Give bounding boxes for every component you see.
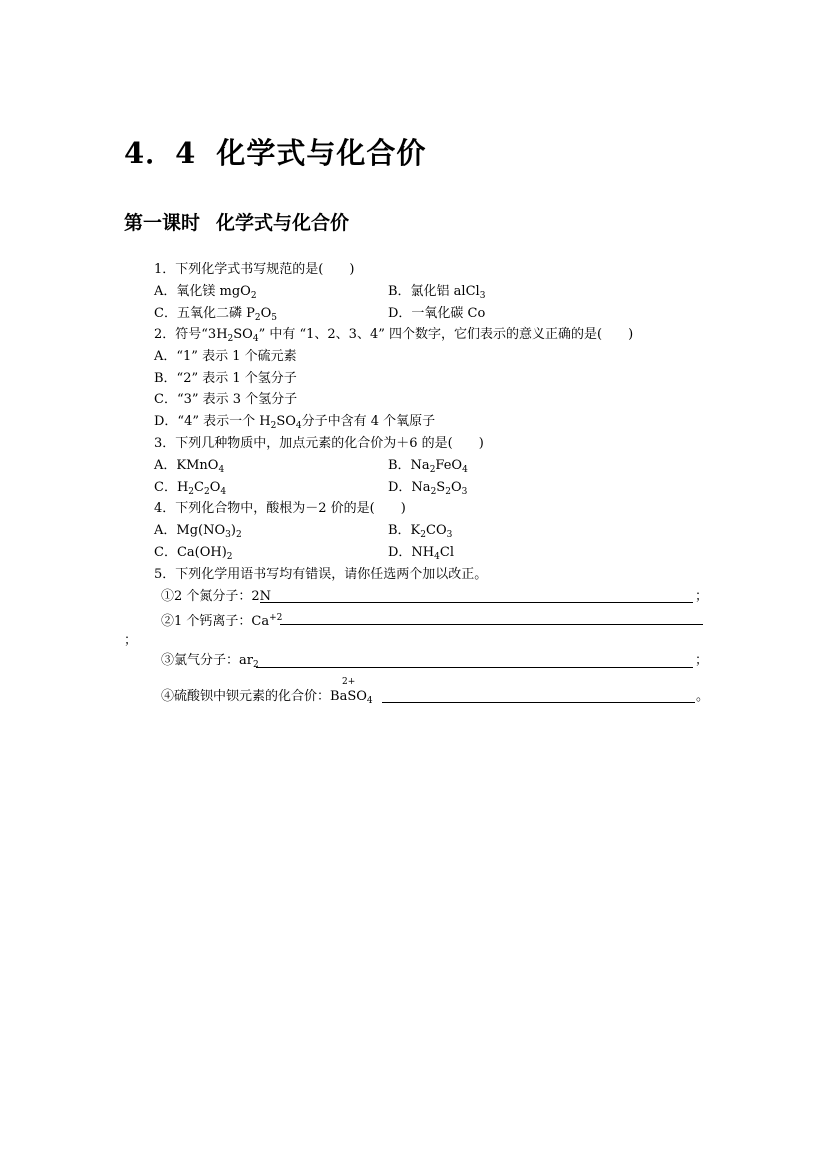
q5-item-4: ④硫酸钡中钡元素的化合价：BaSO$_4$ <box>161 689 373 706</box>
answer-blank-2[interactable] <box>280 624 703 625</box>
q5-item-4-end: 。 <box>696 689 710 704</box>
section-title: 化学式与化合价 <box>216 136 427 170</box>
q5-item-2: ②1 个钙离子：$Ca^{+2}$ <box>161 613 283 629</box>
q4-option-b: B．$K_2CO_3$ <box>388 523 453 540</box>
q3-option-a: A．KMnO$_4$ <box>154 458 225 475</box>
q1-option-c: C．五氧化二磷 $P_2O_5$ <box>154 306 277 323</box>
answer-blank-3[interactable] <box>256 667 693 668</box>
lesson-title: 化学式与化合价 <box>216 212 350 234</box>
q5-stem: 5．下列化学用语书写均有错误，请你任选两个加以改正。 <box>154 567 488 582</box>
q2-option-d: D．“4” 表示一个 $H_2SO_4$分子中含有 4 个氧原子 <box>154 414 436 431</box>
q2-option-b: B．“2” 表示 1 个氢分子 <box>154 371 297 386</box>
q4-option-a: A．$Mg(NO_3)_2$ <box>154 523 242 540</box>
q1-stem: 1．下列化学式书写规范的是( ) <box>154 262 355 277</box>
q4-stem: 4．下列化合物中，酸根为－2 价的是( ) <box>154 501 406 516</box>
q2-option-a: A．“1” 表示 1 个硫元素 <box>154 349 297 364</box>
q5-item-2-end: ； <box>124 633 138 648</box>
lesson-heading <box>124 208 349 235</box>
q3-option-c: C．$H_2C_2O_4$ <box>154 480 227 497</box>
q3-option-b: B．$Na_2FeO_4$ <box>388 458 468 475</box>
page-title <box>124 131 426 172</box>
q3-option-d: D．$Na_2S_2O_3$ <box>388 480 468 497</box>
q4-option-c: C．$Ca(OH)_2$ <box>154 545 233 562</box>
q2-option-c: C．“3” 表示 3 个氢分子 <box>154 392 298 407</box>
q5-item-1-end: ； <box>695 589 709 604</box>
q1-option-b: B．氯化铝 alCl$_3$ <box>388 284 486 301</box>
answer-blank-4[interactable] <box>382 702 695 703</box>
q5-item-3: ③氯气分子：$ar_2$ <box>161 653 259 670</box>
q5-item-1: ①2 个氮分子：2N <box>161 589 272 604</box>
q1-option-d: D．一氧化碳 Co <box>388 306 486 321</box>
q3-stem: 3．下列几种物质中，加点元素的化合价为＋6 的是( ) <box>154 436 484 451</box>
q4-option-d: D．$NH_4Cl$ <box>388 545 454 562</box>
q2-stem: 2．符号“$3H_2SO_4$” 中有 “1、2、3、4” 四个数字，它们表示的意义正确的是( ) <box>154 327 634 344</box>
q1-option-a: A．氧化镁 mgO$_2$ <box>154 284 257 301</box>
q5-item-4-valence: 2+ <box>342 677 356 687</box>
answer-blank-1[interactable] <box>260 602 693 603</box>
lesson-label: 第一课时 <box>124 212 201 234</box>
section-number: 4．4 <box>124 136 197 170</box>
q5-item-3-end: ； <box>695 653 709 668</box>
